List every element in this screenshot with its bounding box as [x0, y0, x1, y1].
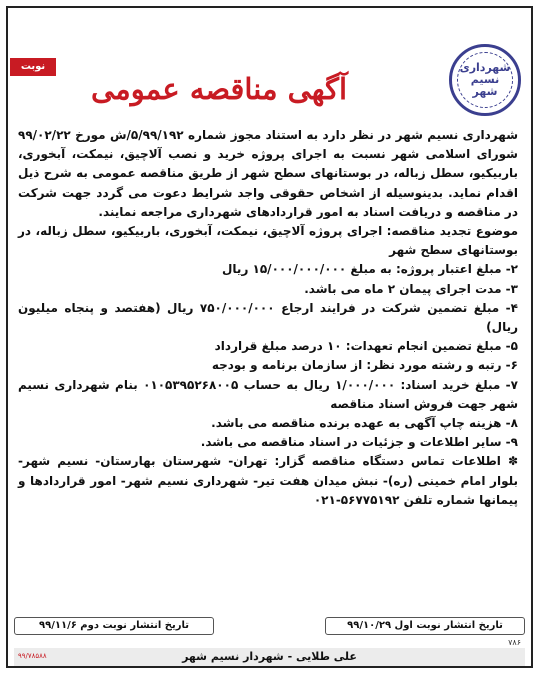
page-title: آگهی مناقصه عمومی — [90, 72, 348, 106]
list-item: ۳- مدت اجرای پیمان ۲ ماه می باشد. — [304, 281, 518, 296]
list-item: ۸- هزینه چاپ آگهی به عهده برنده مناقصه می باشد. — [211, 416, 518, 431]
contact-info: ✽ اطلاعات تماس دستگاه مناقصه گزار: تهران- شهرستان بهارستان- نسیم شهر- بلوار امام خمینی (ره)- نبش میدان هفت تیر- شهرداری نسیم شهر- امور قراردادها و پیمانها شماره تلفن ۵۶۷۷۵۱۹۲-۰۲۱ — [18, 454, 518, 507]
intro-paragraph: شهرداری نسیم شهر در نظر دارد به استناد مجوز شماره ۵/۹۹/۱۹۲/ش مورخ ۹۹/۰۲/۲۲ شورای اسلامی شهر نسبت به اجرای پروژه خرید و نصب آلاچیق، نیمکت، آبخوری، باربیکیو، سطل زباله، در بوستانهای سطح شهر از طریق مناقصه عمومی به شرح ذیل اقدام نماید. بدینوسیله از اشخاص حقوقی واجد شرایط دعوت می گردد جهت شرکت در مناقصه و دریافت اسناد به امور قراردادهای شهرداری مراجعه نمایند. — [18, 128, 518, 219]
second-publication-date: تاریخ انتشار نوبت دوم ۹۹/۱۱/۶ — [14, 617, 214, 635]
list-item: ۴- مبلغ تضمین شرکت در فرایند ارجاع ۷۵۰/۰۰۰/۰۰۰ ریال (هفتصد و پنجاه میلیون ریال) — [18, 300, 518, 335]
page-code: ۷۸۶ — [508, 638, 521, 647]
subject-line: موضوع تجدید مناقصه: اجرای پروژه آلاچیق، نیمکت، آبخوری، باربیکیو، سطل زباله، در بوستانهای سطح شهر — [18, 224, 518, 258]
notice-body — [18, 126, 518, 510]
list-item: ۵- مبلغ تضمین انجام تعهدات: ۱۰ درصد مبلغ قرارداد — [214, 339, 518, 354]
list-item: ۲- مبلغ اعتبار پروژه: به مبلغ ۱۵/۰۰۰/۰۰۰/۰۰۰ ریال — [222, 262, 518, 277]
publication-dates — [14, 617, 525, 635]
list-item: ۷- مبلغ خرید اسناد: ۱/۰۰۰/۰۰۰ ریال به حساب ۰۱۰۵۳۹۵۲۶۸۰۰۵ بنام شهرداری نسیم شهر جهت فروش اسناد مناقصه — [18, 377, 518, 411]
municipality-logo — [449, 44, 521, 116]
signature-bar: علی طلایی - شهردار نسیم شهر — [14, 648, 525, 666]
round-badge: نوبت دوم — [10, 58, 56, 76]
logo-text: شهرداری نسیم شهر — [457, 52, 513, 108]
ad-code: ۹۹/۷۸۵۸۸ — [18, 652, 47, 660]
first-publication-date: تاریخ انتشار نوبت اول ۹۹/۱۰/۲۹ — [325, 617, 525, 635]
list-item: ۹- سایر اطلاعات و جزئیات در اسناد مناقصه می باشد. — [200, 435, 518, 450]
list-item: ۶- رتبه و رشته مورد نظر: از سازمان برنامه و بودجه — [211, 358, 518, 373]
